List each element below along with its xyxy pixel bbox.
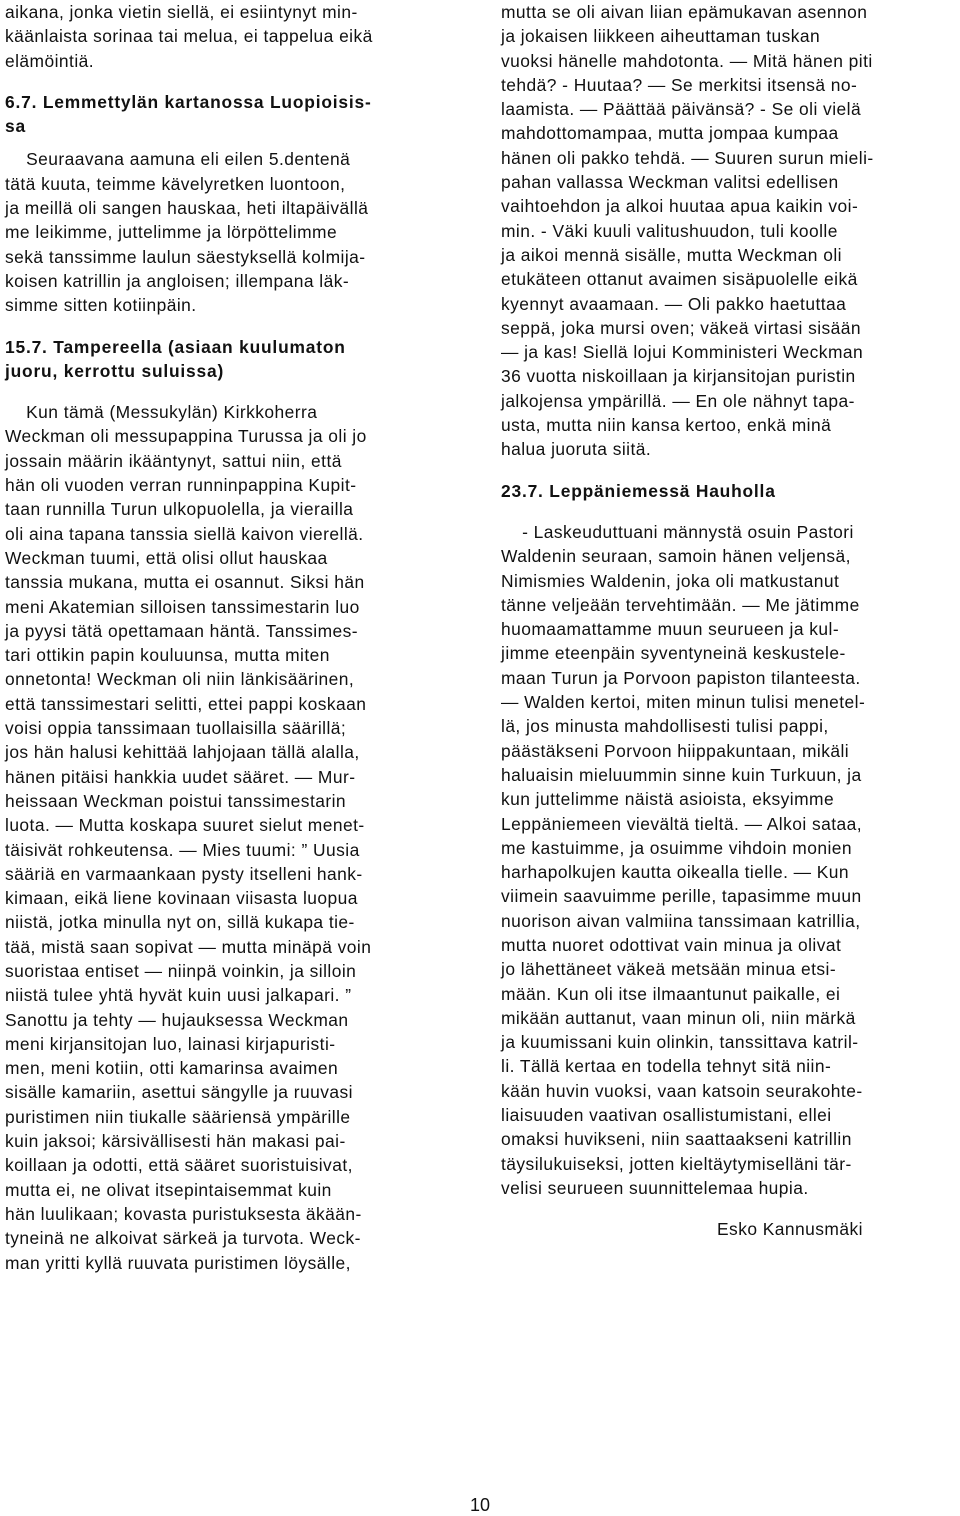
- text-line: tari ottikin papin kouluunsa, mutta miten: [5, 645, 330, 666]
- text-line: mutta se oli aivan liian epämukavan asennon: [501, 2, 868, 22]
- page-number: 10: [469, 1495, 491, 1515]
- text-line: — Walden kertoi, miten minun tulisi menetel-: [501, 692, 866, 713]
- text-line: halua juoruta siitä.: [501, 439, 652, 460]
- text-line: liaisuuden vaativan osallistumistani, ellei: [501, 1105, 832, 1126]
- text-line: usta, mutta niin kansa kertoo, enkä minä: [501, 415, 832, 436]
- text-line: sa: [5, 116, 26, 137]
- text-line: päästäkseni Porvoon hiippakuntaan, mikäli: [501, 740, 850, 761]
- text-line: juoru, kerrottu suluissa): [5, 360, 225, 381]
- text-line: ja meillä oli sangen hauskaa, heti iltapäivällä: [5, 198, 369, 219]
- text-line: käänlaista sorinaa tai melua, ei tappelua eikä: [5, 26, 373, 47]
- text-line: 6.7. Lemmettylän kartanossa Luopioisis-: [5, 91, 372, 112]
- text-line: laamista. — Päättää päivänsä? - Se oli vielä: [501, 99, 862, 120]
- text-line: koillaan ja odotti, että sääret suoristuisivat,: [5, 1155, 353, 1176]
- text-line: hän luulikaan; kovasta puristuksesta äkään-: [5, 1203, 362, 1224]
- left-column: [5, 0, 465, 1275]
- text-line: hän oli vuoden verran runninpappina Kupit-: [5, 475, 357, 496]
- text-line: tänne veljeään tervehtimään. — Me jätimme: [501, 594, 860, 615]
- text-line: Weckman tuumi, että olisi ollut hauskaa: [5, 547, 328, 568]
- text-line: täisivät rohkeutensa. — Mies tuumi: ” Uusia: [5, 839, 360, 860]
- text-line: vaihtoehdon ja alkoi huutaa apua kaikin voi-: [501, 196, 859, 217]
- text-line: Leppäniemeen vievältä tieltä. — Alkoi sataa,: [501, 813, 863, 834]
- text-line: 15.7. Tampereella (asiaan kuulumaton: [5, 336, 346, 357]
- author-signature: Esko Kannusmäki: [717, 1219, 863, 1240]
- text-line: jossain määrin ikääntynyt, sattui niin, että: [5, 450, 342, 471]
- text-line: niistä tulee yhtä hyvät kuin uusi jalkapari. ”: [5, 985, 352, 1006]
- text-line: taan runnilla Turun ulkopuolella, ja vierailla: [5, 499, 354, 520]
- text-line: ja aikoi mennä sisälle, mutta Weckman oli: [501, 244, 842, 265]
- text-line: tehdä? - Huutaa? — Se merkitsi itsensä no-: [501, 74, 858, 95]
- text-line: hänen oli pakko tehdä. — Suuren surun mieli-: [501, 147, 874, 168]
- text-line: Seuraavana aamuna eli eilen 5.dentenä: [5, 149, 351, 170]
- text-line: hänen pitäisi hankkia uudet sääret. — Mur-: [5, 766, 356, 787]
- text-line: kimaan, eikä liene kovinaan viisasta luopua: [5, 888, 358, 909]
- text-line: Waldenin seuraan, samoin hänen veljensä,: [501, 546, 851, 567]
- text-line: jalkojensa ympärillä. — En ole nähnyt tapa-: [501, 390, 855, 411]
- paragraph-15-7-continued: [501, 0, 960, 462]
- text-line: meni Akatemian silloisen tanssimestarin luo: [5, 596, 360, 617]
- text-line: aikana, jonka vietin siellä, ei esiintynyt min-: [5, 2, 358, 22]
- text-line: mikään auttanut, vaan minun oli, niin märkä: [501, 1007, 856, 1028]
- right-column: [501, 0, 960, 1242]
- text-line: kään huvin vuoksi, vaan katsoin seurakohte-: [501, 1080, 863, 1101]
- text-line: ja pyysi tätä opettamaan häntä. Tanssimes-: [5, 620, 359, 641]
- text-line: niistä, jotka minulla nyt on, sillä kukapa tie-: [5, 912, 355, 933]
- text-line: onnetonta! Weckman oli niin länkisäärinen,: [5, 669, 355, 690]
- text-line: että tanssimestari selitti, ettei pappi koskaan: [5, 693, 367, 714]
- text-line: haluaisin mieluummin sinne kuin Turkuun, ja: [501, 764, 862, 785]
- text-line: man yritti kyllä ruuvata puristimen löysälle,: [5, 1252, 351, 1273]
- text-line: puristimen niin tiukalle sääriensä ympärille: [5, 1106, 351, 1127]
- text-line: Nimismies Waldenin, joka oli matkustanut: [501, 570, 840, 591]
- text-line: li. Tällä kertaa en todella tehnyt sitä niin-: [501, 1056, 832, 1077]
- text-line: velisi seurueen suunnittelemaa hupia.: [501, 1177, 809, 1198]
- text-line: sääriä en varmaankaan pysty itselleni hank-: [5, 863, 363, 884]
- paragraph-15-7: [5, 400, 465, 1275]
- text-line: elämöintiä.: [5, 50, 95, 71]
- text-line: simme sitten kotiinpäin.: [5, 295, 197, 316]
- text-line: meni kirjansitojan luo, lainasi kirjapuristi-: [5, 1033, 336, 1054]
- text-line: suoristaa entiset — niinpä voinkin, ja silloin: [5, 960, 357, 981]
- text-line: mutta ei, ne olivat itsepintaisemmat kuin: [5, 1179, 332, 1200]
- text-line: omaksi huvikseni, niin saattaakseni katrillin: [501, 1129, 852, 1150]
- text-line: huomaamattamme muun seurueen ja kul-: [501, 619, 840, 640]
- text-line: jos hän halusi kehittää lahjojaan tällä alalla,: [5, 742, 360, 763]
- text-line: viimein saavuimme perille, tapasimme muun: [501, 886, 862, 907]
- text-line: men, meni kotiin, otti kamarinsa avaimen: [5, 1058, 339, 1079]
- section-heading-15-7: [5, 335, 465, 384]
- text-line: Sanottu ja tehty — hujauksessa Weckman: [5, 1009, 349, 1030]
- text-line: jimme eteenpäin syventyneinä keskustele-: [501, 643, 846, 664]
- text-line: tätä kuuta, teimme kävelyretken luontoon,: [5, 173, 346, 194]
- intro-paragraph: [5, 0, 465, 73]
- text-line: min. - Väki kuuli valitushuudon, tuli koolle: [501, 220, 838, 241]
- text-line: kuin jaksoi; kärsivällisesti hän makasi pai-: [5, 1131, 346, 1152]
- section-heading-6-7: [5, 90, 465, 139]
- text-line: tyneinä ne alkoivat särkeä ja turvota. Weck-: [5, 1228, 361, 1249]
- text-line: voisi oppia tanssimaan tuollaisilla säärillä;: [5, 718, 347, 739]
- text-line: mahdottomampaa, mutta jompaa kumpaa: [501, 123, 839, 144]
- section-heading-23-7: 23.7. Leppäniemessä Hauholla: [501, 480, 776, 501]
- paragraph-23-7: [501, 520, 960, 1200]
- text-line: kyennyt avaamaan. — Oli pakko haetuttaa: [501, 293, 847, 314]
- text-line: sisälle kamariin, asettui sängylle ja ruuvasi: [5, 1082, 353, 1103]
- text-line: Kun tämä (Messukylän) Kirkkoherra: [5, 402, 318, 423]
- text-line: me leikimme, juttelimme ja lörpöttelimme: [5, 222, 338, 243]
- text-line: Weckman oli messupappina Turussa ja oli jo: [5, 426, 367, 447]
- text-line: ja jokaisen liikkeen aiheuttaman tuskan: [501, 26, 821, 47]
- text-line: seppä, joka mursi oven; väkeä virtasi sisään: [501, 317, 862, 338]
- text-line: 36 vuotta niskoillaan ja kirjansitojan puristin: [501, 366, 856, 387]
- text-line: luota. — Mutta koskapa suuret sielut menet-: [5, 815, 365, 836]
- text-line: ja kuumissani kuin olinkin, tanssittava katril-: [501, 1032, 859, 1053]
- text-line: tää, mistä saan sopivat — mutta minäpä voin: [5, 936, 372, 957]
- text-line: pahan vallassa Weckman valitsi edellisen: [501, 172, 839, 193]
- text-line: heissaan Weckman poistui tanssimestarin: [5, 790, 347, 811]
- text-line: mutta nuoret odottivat vain minua ja olivat: [501, 934, 842, 955]
- text-line: harhapolkujen kautta oikealla tielle. — Kun: [501, 862, 850, 883]
- text-line: me kastuimme, ja osuimme vihdoin monien: [501, 837, 853, 858]
- text-line: sekä tanssimme laulun säestyksellä kolmija-: [5, 246, 366, 267]
- text-line: vuoksi hänelle mahdotonta. — Mitä hänen piti: [501, 50, 873, 71]
- text-line: nuorison aivan valmiina tanssimaan katrillia,: [501, 910, 861, 931]
- text-line: mään. Kun oli itse ilmaantunut paikalle, ei: [501, 983, 841, 1004]
- text-line: maan Turun ja Porvoon papiston tilanteesta.: [501, 667, 861, 688]
- text-line: etukäteen ottanut avaimen sisäpuolelle eikä: [501, 269, 858, 290]
- paragraph-6-7: [5, 147, 465, 317]
- text-line: jo lähettäneet väkeä metsään minua etsi-: [501, 959, 837, 980]
- text-line: kun juttelimme näistä asioista, eksyimme: [501, 789, 835, 810]
- text-line: tanssia mukana, mutta ei osannut. Siksi hän: [5, 572, 365, 593]
- text-line: oli aina tapana tanssia siellä kaivon vierellä.: [5, 523, 364, 544]
- text-line: - Laskeuduttuani männystä osuin Pastori: [501, 521, 854, 542]
- text-line: koisen katrillin ja angloisen; illempana läk-: [5, 270, 350, 291]
- text-line: täysilukuiseksi, jotten kieltäytymiselläni tär-: [501, 1153, 852, 1174]
- text-line: — ja kas! Siellä lojui Komministeri Weckman: [501, 342, 864, 363]
- text-line: lä, jos minusta mahdollisesti tulisi pappi,: [501, 716, 829, 737]
